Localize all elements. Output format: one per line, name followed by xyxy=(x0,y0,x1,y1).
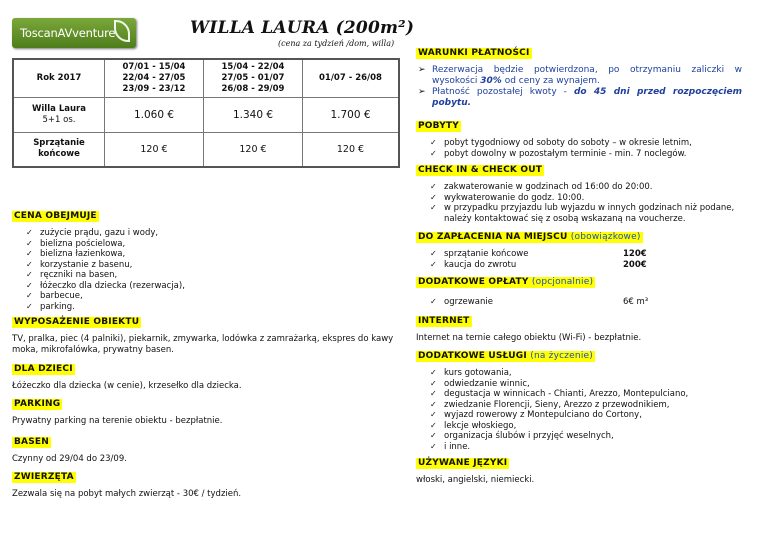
price-cell: 1.700 € xyxy=(303,97,400,132)
uslugi-list xyxy=(428,368,746,452)
list-item: ✓ kurs gotowania, xyxy=(428,368,746,379)
list-item: ✓ i inne. xyxy=(428,442,746,453)
period-line: 23/09 - 23/12 xyxy=(122,83,186,94)
table-corner: Rok 2017 xyxy=(13,59,105,97)
section-heading-text: DODATKOWE OPŁATY xyxy=(418,277,529,287)
section-heading xyxy=(416,232,643,243)
list-item: ✓ łóżeczko dla dziecka (rezerwacja), xyxy=(24,281,402,292)
list-item: ✓ organizacja ślubów i przyjęć weselnych, xyxy=(428,431,746,442)
parking-section xyxy=(12,391,402,427)
section-note: (na życzenie) xyxy=(530,351,593,361)
payment-text: Płatność pozostałej kwoty - xyxy=(432,87,574,97)
section-text: Prywatny parking na terenie obiektu - bezpłatnie. xyxy=(12,416,223,426)
list-item: ✓ degustacja w winnicach - Chianti, Arezzo, Montepulciano, xyxy=(428,389,746,400)
pobyty-list xyxy=(428,138,746,159)
section-heading: ZWIERZĘTA xyxy=(14,472,74,482)
fee-price: 120€ xyxy=(623,249,647,259)
fee-price: 200€ xyxy=(623,259,647,270)
section-note: (opcjonalnie) xyxy=(531,277,594,287)
section-heading: UŻYWANE JĘZYKI xyxy=(418,458,508,468)
list-item: ✓ bielizna pościelowa, xyxy=(24,239,402,250)
section-heading: BASEN xyxy=(14,437,49,447)
price-cell: 1.340 € xyxy=(204,97,303,132)
period-line: 22/04 - 27/05 xyxy=(122,72,186,83)
doplacenia-section xyxy=(416,224,746,270)
period-line: 26/08 - 29/09 xyxy=(221,83,285,94)
fee-label: sprzątanie końcowe xyxy=(444,249,529,259)
section-heading-text: DO ZAPŁACENIA NA MIEJSCU xyxy=(418,232,568,242)
list-item: ✓ korzystanie z basenu, xyxy=(24,260,402,271)
section-text: TV, pralka, piec (4 palniki), piekarnik, zmywarka, lodówka z zamrażarką, ekspres do kawy moka, mikrofalówka, prywatny basen. xyxy=(12,334,394,355)
section-heading: WARUNKI PŁATNOŚCI xyxy=(418,48,530,58)
brand-logo-text: ToscanAVventure xyxy=(20,26,116,40)
checkin-section xyxy=(416,157,746,224)
zwierzeta-section xyxy=(12,464,402,500)
list-item: ✓ bielizna łazienkowa, xyxy=(24,249,402,260)
dodatkowe-oplaty-section xyxy=(416,269,746,308)
list-item: ✓ barbecue, xyxy=(24,291,402,302)
leaf-icon xyxy=(114,20,130,42)
page-title: WILLA LAURA (200m²) xyxy=(190,18,415,38)
payment-highlight: 30% xyxy=(480,76,502,86)
section-heading: CHECK IN & CHECK OUT xyxy=(418,165,543,175)
list-item: ✓ lekcje włoskiego, xyxy=(428,421,746,432)
jezyki-section xyxy=(416,450,746,486)
payment-text: Rezerwacja będzie potwierdzona, po otrzymaniu zaliczki w wysokości xyxy=(432,65,742,86)
cena-section xyxy=(12,203,402,312)
dzieci-section xyxy=(12,356,402,392)
section-text: Internet na ternie całego obiektu (Wi-Fi) - bezpłatnie. xyxy=(416,333,642,343)
section-note: (obowiązkowe) xyxy=(570,232,641,242)
row-label xyxy=(13,97,105,132)
internet-section xyxy=(416,308,746,344)
list-item: ✓ ręczniki na basen, xyxy=(24,270,402,281)
list-item: ✓ pobyt dowolny w pozostałym terminie - min. 7 noclegów. xyxy=(428,149,746,160)
payment-text: od ceny za wynajem. xyxy=(501,76,600,86)
section-text: Czynny od 29/04 do 23/09. xyxy=(12,454,127,464)
period-line: 15/04 - 22/04 xyxy=(221,61,285,72)
section-heading xyxy=(416,277,595,288)
list-item: ✓ wyjazd rowerowy z Montepulciano do Cortony, xyxy=(428,410,746,421)
warunki-list xyxy=(416,65,742,109)
pobyty-section xyxy=(416,113,746,159)
fee-label: kaucja do zwrotu xyxy=(444,259,517,270)
price-cell: 120 € xyxy=(105,132,204,167)
list-item: ✓ zakwaterowanie w godzinach od 16:00 do 20:00. xyxy=(428,182,746,193)
checkin-list xyxy=(428,182,746,224)
section-heading: PARKING xyxy=(14,399,61,409)
period-cell xyxy=(105,59,204,97)
list-item: ✓ wykwaterowanie do godz. 10:00. xyxy=(428,193,746,204)
fee-price: 6€ m³ xyxy=(623,297,649,307)
list-item: ✓ zużycie prądu, gazu i wody, xyxy=(24,228,402,239)
section-heading: INTERNET xyxy=(418,316,470,326)
row-label: Sprzątanie końcowe xyxy=(13,132,105,167)
list-item: ✓ pobyt tygodniowy od soboty do soboty – w okresie letnim, xyxy=(428,138,746,149)
section-heading-text: DODATKOWE USŁUGI xyxy=(418,351,527,361)
price-table xyxy=(12,58,400,168)
section-heading: POBYTY xyxy=(418,121,459,131)
fee-label: ogrzewanie xyxy=(444,297,493,307)
section-text: Łóżeczko dla dziecka (w cenie), krzesełko dla dziecka. xyxy=(12,381,242,391)
brand-logo xyxy=(12,18,136,48)
dodatkowe-list xyxy=(428,297,746,308)
list-item: ✓ odwiedzanie winnic, xyxy=(428,379,746,390)
price-cell: 120 € xyxy=(204,132,303,167)
section-text: Zezwala się na pobyt małych zwierząt - 30€ / tydzień. xyxy=(12,489,242,499)
list-item xyxy=(416,65,742,87)
doplacenia-list xyxy=(428,249,746,270)
period-line: 07/01 - 15/04 xyxy=(122,61,186,72)
table-row xyxy=(13,132,399,167)
price-cell: 1.060 € xyxy=(105,97,204,132)
row-label-sub: 5+1 os. xyxy=(42,114,76,125)
section-heading: DLA DZIECI xyxy=(14,364,73,374)
cena-list xyxy=(24,228,402,312)
period-cell xyxy=(204,59,303,97)
period-line: 27/05 - 01/07 xyxy=(221,72,285,83)
table-header-row xyxy=(13,59,399,97)
list-item: ✓ zwiedzanie Florencji, Sieny, Arezzo z przewodnikiem, xyxy=(428,400,746,411)
section-heading xyxy=(416,351,595,362)
list-item xyxy=(428,249,746,260)
section-heading: WYPOSAŻENIE OBIEKTU xyxy=(14,317,140,327)
payment-highlight: do 45 dni przed rozpoczęciem pobytu. xyxy=(432,87,742,108)
list-item xyxy=(428,297,746,308)
section-heading: CENA OBEJMUJE xyxy=(14,211,97,221)
list-item: ✓ parking. xyxy=(24,302,402,313)
table-row xyxy=(13,97,399,132)
list-item xyxy=(416,87,742,109)
period-line: 01/07 - 26/08 xyxy=(319,72,382,83)
page-subtitle: (cena za tydzień /dom, willa) xyxy=(278,39,395,48)
row-label-main: Willa Laura xyxy=(32,103,86,114)
list-item: ✓ w przypadku przyjazdu lub wyjazdu w innych godzinach niż podane, należy kontaktować się z osobą wskazaną na voucherze. xyxy=(428,203,746,224)
wyposazenie-section xyxy=(12,309,402,356)
section-text: włoski, angielski, niemiecki. xyxy=(416,475,535,485)
price-cell: 120 € xyxy=(303,132,400,167)
uslugi-section xyxy=(416,343,746,452)
basen-section xyxy=(12,429,402,465)
period-cell xyxy=(303,59,400,97)
warunki-section xyxy=(416,40,742,109)
